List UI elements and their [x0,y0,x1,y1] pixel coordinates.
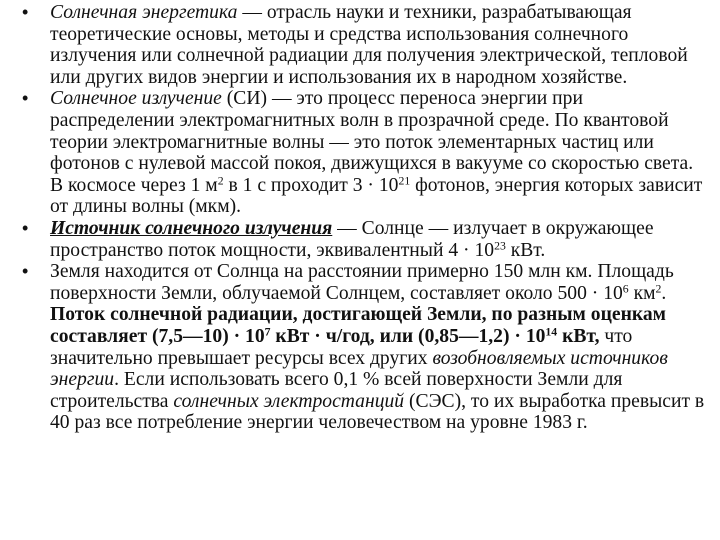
list-item-solar-radiation [22,88,706,218]
superscript: 21 [398,174,411,188]
paragraph-text: км [628,282,656,304]
bold-statement: Поток солнечной радиации, достигающей Земли, по разным оценкам составляет (7,5—10) · 10 [50,304,667,347]
definition-text: в 1 с проходит 3 · 10 [223,174,399,196]
term-radiation-source: Источник солнечного излучения [50,217,333,239]
bullet-icon: • [22,217,29,238]
bullet-list [22,2,706,434]
definition-text: фотонов, энергия которых зависит от длины волны (мкм). [50,174,703,218]
list-item-earth-radiation [22,261,706,434]
paragraph-text: Земля находится от Солнца на расстоянии примерно 150 млн км. Площадь поверхности Земли, облучаемой Солнцем, составляет около 500 · 10 [50,261,674,304]
definition-text: кВт. [505,239,546,261]
definition-text: — Солнце — излучает в окружающее пространство поток мощности, эквивалентный 4 · 10 [50,217,654,261]
bullet-icon: • [22,2,29,22]
paragraph-text: . [661,282,667,304]
superscript: 23 [494,239,506,253]
term-solar-radiation: Солнечное излучение [50,88,222,110]
list-item-radiation-source [22,218,706,261]
bold-statement: кВт · ч/год, или (0,85—1,2) · 10 [270,325,546,347]
bullet-icon: • [22,88,29,109]
definition-text: — отрасль науки и техники, разрабатывающая теоретические основы, методы и средства использования солнечного излучения или солнечной радиации для получения электрической, тепловой или других видов энергии и использования их в народном хозяйстве. [50,2,688,88]
bullet-icon: • [22,261,29,282]
list-item-solar-energy [22,2,706,88]
paragraph-text: что значительно превышает ресурсы всех других [50,325,633,369]
term-solar-energy: Солнечная энергетика [50,2,238,23]
superscript: 14 [545,325,558,339]
definition-text: (СИ) — это процесс переноса энергии при распределении электромагнитных волн в прозрачной среде. По квантовой теории электромагнитные волны — это поток элементарных частиц или фотонов с нулевой массой покоя, движущихся в вакууме со скоростью света. В космосе через 1 м [50,88,694,196]
superscript: 6 [622,282,629,296]
italic-term: солнечных электростанций [173,390,405,412]
italic-term: возобновляемых источников энергии [50,347,668,391]
paragraph-text: (СЭС), то их выработка превысит в 40 раз все потребление энергии человечеством на уровне 1983 г. [50,390,705,434]
superscript: 7 [264,325,271,339]
paragraph-text: . Если использовать всего 0,1 % всей поверхности Земли для строительства [50,369,623,412]
superscript: 2 [655,282,662,296]
superscript: 2 [217,174,224,188]
bold-statement: кВт, [557,325,600,347]
